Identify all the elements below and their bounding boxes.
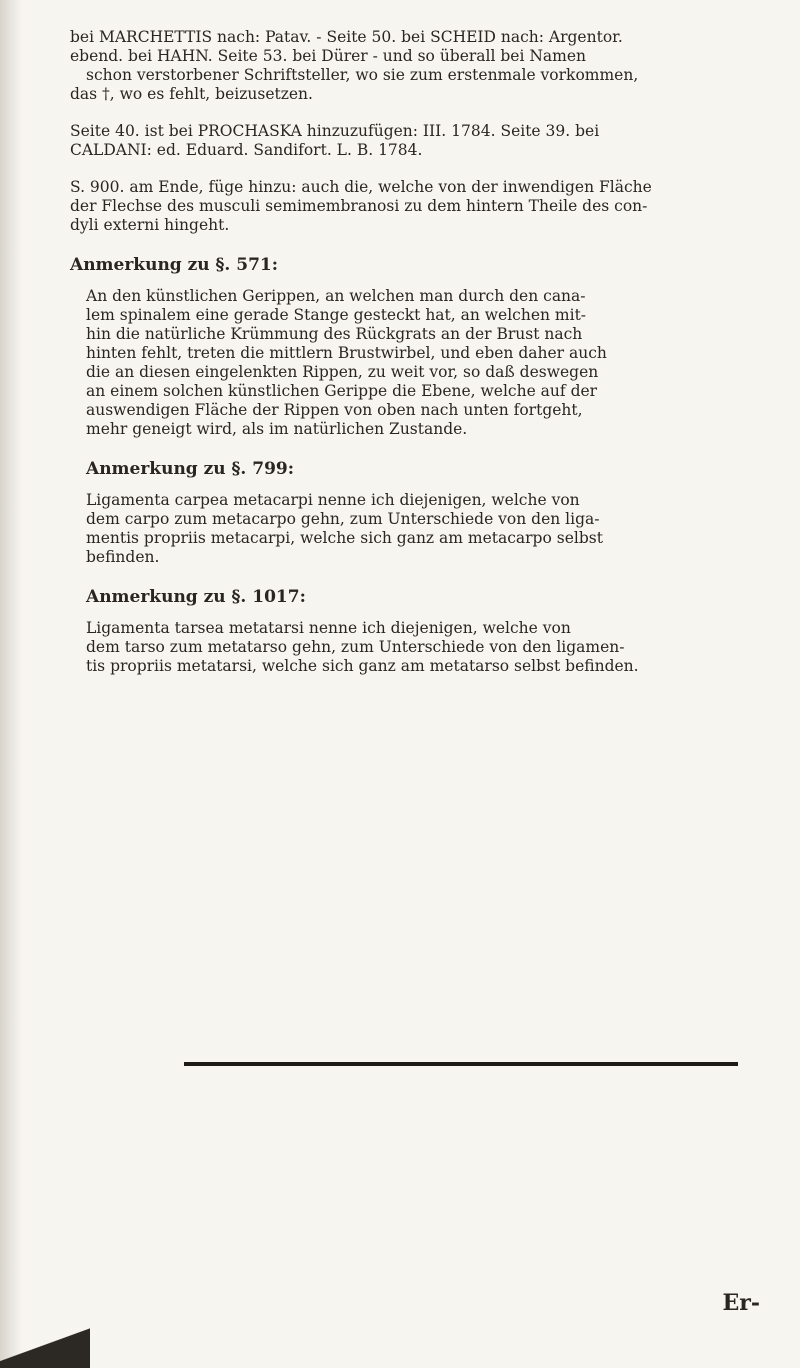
text-line: tis propriis metatarsi, welche sich ganz am metatarso selbst befinden. bbox=[86, 657, 639, 675]
errata-top bbox=[70, 28, 766, 104]
text-line: mehr geneigt wird, als im natürlichen Zustande. bbox=[86, 420, 468, 438]
text-line: Ligamenta carpea metacarpi nenne ich diejenigen, welche von bbox=[86, 491, 580, 509]
text-line: an einem solchen künstlichen Gerippe die Ebene, welche auf der bbox=[86, 382, 598, 400]
text-line: bei MARCHETTIS nach: Patav. - Seite 50. bei SCHEID nach: Argentor. bbox=[70, 28, 623, 46]
text-line: hinten fehlt, treten die mittlern Brustwirbel, und eben daher auch bbox=[86, 344, 607, 362]
errata-s-900 bbox=[70, 178, 766, 235]
text-line: An den künstlichen Gerippen, an welchen man durch den cana- bbox=[86, 287, 586, 305]
note-heading: Anmerkung zu §. 571: bbox=[70, 255, 279, 275]
text-line: auswendigen Fläche der Rippen von oben nach unten fortgeht, bbox=[86, 401, 583, 419]
note-1017 bbox=[70, 585, 766, 676]
text-line: lem spinalem eine gerade Stange gesteckt hat, an welchen mit- bbox=[86, 306, 587, 324]
catchword: Er- bbox=[722, 1290, 760, 1316]
note-heading: Anmerkung zu §. 1017: bbox=[86, 587, 306, 607]
note-heading: Anmerkung zu §. 799: bbox=[86, 459, 295, 479]
text-line: der Flechse des musculi semimembranosi zu dem hintern Theile des con- bbox=[70, 197, 648, 215]
text-line: S. 900. am Ende, füge hinzu: auch die, welche von der inwendigen Fläche bbox=[70, 178, 652, 196]
page-shadow bbox=[0, 1328, 90, 1368]
page-gutter bbox=[0, 0, 22, 1368]
text-line: hin die natürliche Krümmung des Rückgrats an der Brust nach bbox=[86, 325, 583, 343]
text-line: das †, wo es fehlt, beizusetzen. bbox=[70, 85, 313, 103]
errata-seite-40 bbox=[70, 122, 766, 160]
text-line: CALDANI: ed. Eduard. Sandifort. L. B. 1784. bbox=[70, 141, 423, 159]
text-line: schon verstorbener Schriftsteller, wo sie zum erstenmale vorkommen, bbox=[86, 66, 639, 84]
text-line: dem tarso zum metatarso gehn, zum Unterschiede von den ligamen- bbox=[86, 638, 625, 656]
note-571 bbox=[70, 253, 766, 439]
note-799 bbox=[70, 457, 766, 567]
text-line: die an diesen eingelenkten Rippen, zu weit vor, so daß deswegen bbox=[86, 363, 599, 381]
text-line: Ligamenta tarsea metatarsi nenne ich diejenigen, welche von bbox=[86, 619, 571, 637]
text-line: dyli externi hingeht. bbox=[70, 216, 230, 234]
text-line: Seite 40. ist bei PROCHASKA hinzuzufügen: III. 1784. Seite 39. bei bbox=[70, 122, 600, 140]
text-line: mentis propriis metacarpi, welche sich ganz am metacarpo selbst bbox=[86, 529, 603, 547]
end-rule bbox=[184, 1062, 738, 1066]
text-line: ebend. bei HAHN. Seite 53. bei Dürer - und so überall bei Namen bbox=[70, 47, 587, 65]
text-line: dem carpo zum metacarpo gehn, zum Unterschiede von den liga- bbox=[86, 510, 600, 528]
text-line: befinden. bbox=[86, 548, 160, 566]
